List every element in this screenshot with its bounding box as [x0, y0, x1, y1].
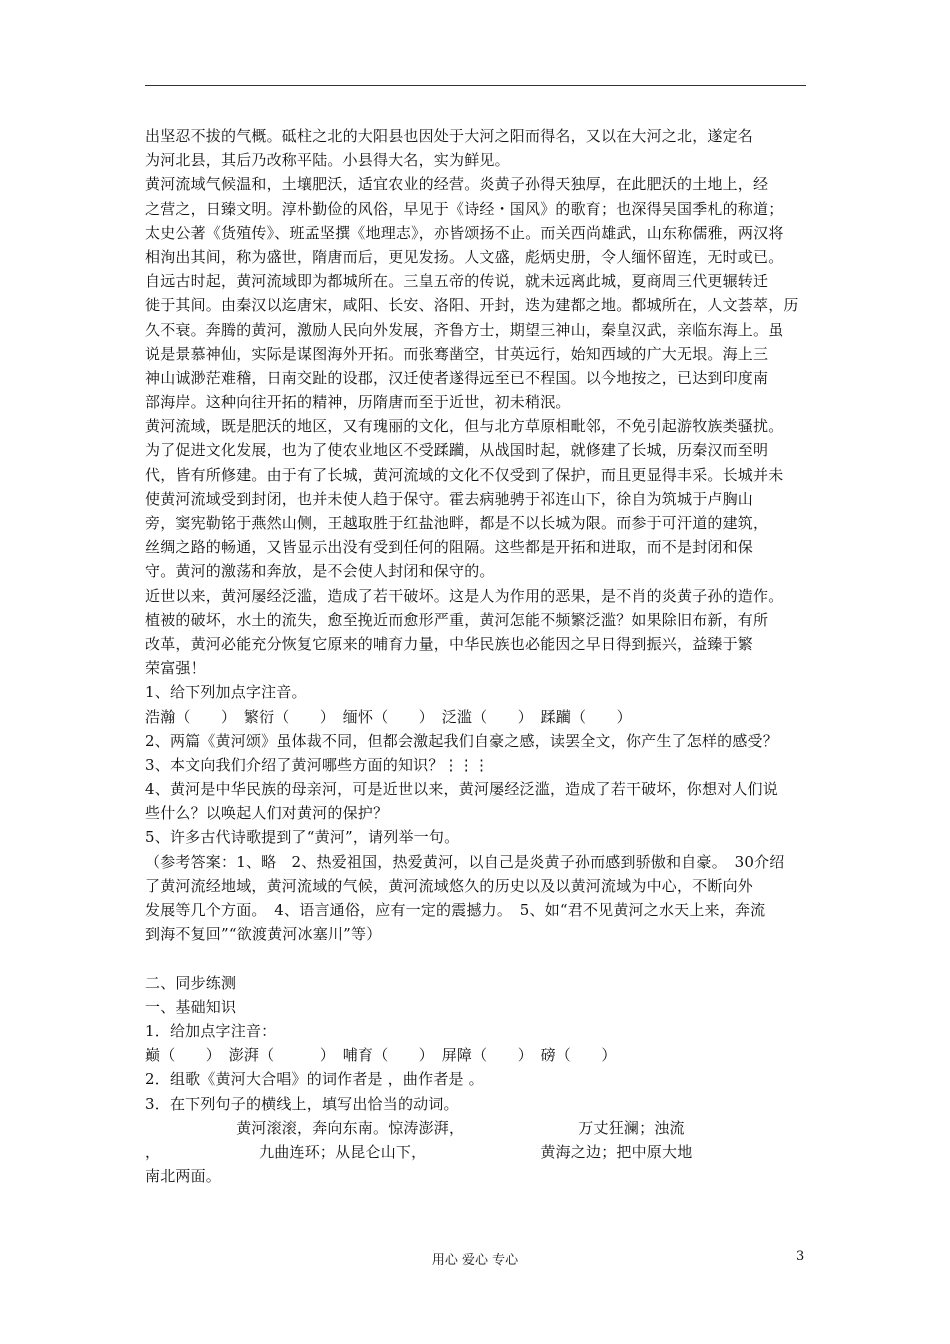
- text-line: 自远古时起，黄河流域即为都城所在。三皇五帝的传说，就未远离此城，夏商周三代更辗转迁: [145, 272, 769, 291]
- text-line: 改革，黄河必能充分恢复它原来的哺育力量，中华民族也必能因之早日得到振兴，益臻于繁: [145, 634, 754, 653]
- footer-text: 用心 爱心 专心: [431, 1253, 519, 1268]
- text-line: 说是景慕神仙，实际是谋图海外开拓。而张骞凿空，甘英远行，始知西域的广大无垠。海上三: [145, 344, 769, 363]
- text-line: 近世以来，黄河屡经泛滥，造成了若干破坏。这是人为作用的恶果，是不肖的炎黄子孙的造作。: [145, 586, 784, 605]
- text-line: 南北两面。: [145, 1167, 222, 1186]
- text-line: 3、本文向我们介绍了黄河哪些方面的知识？⋮⋮⋮: [145, 755, 490, 774]
- text-line: 出坚忍不拔的气概。砥柱之北的大阳县也因处于大河之阳而得名，又以在大河之北，遂定名: [145, 127, 754, 145]
- text-line: 部海岸。这种向往开拓的精神，历隋唐而至于近世，初未稍泯。: [145, 393, 571, 412]
- text-line: 徙于其间。由秦汉以迄唐宋，咸阳、长安、洛阳、开封，迭为建都之地。都城所在，人文荟萃，历: [145, 296, 799, 315]
- text-line: ， 九曲连环；从昆仑山下， 黄海之边；把中原大地: [145, 1142, 693, 1161]
- text-line: 丝绸之路的畅通，又皆显示出没有受到任何的阻隔。这些都是开拓和进取，而不是封闭和保: [145, 538, 754, 557]
- text-line: 旁，窦宪勒铭于燕然山侧，王越取胜于红盐池畔，都是不以长城为限。而参于可汗道的建筑，: [145, 514, 769, 532]
- text-line: 久不衰。奔腾的黄河，激励人民向外发展，齐鲁方士，期望三神山，秦皇汉武，亲临东海上。虽: [145, 320, 784, 339]
- text-line: 二、同步练测: [145, 973, 237, 992]
- text-line: 5、许多古代诗歌提到了“黄河”，请列举一句。: [145, 828, 460, 847]
- text-line: 1、给下列加点字注音。: [145, 683, 307, 702]
- text-line: 黄河流域气候温和，土壤肥沃，适宜农业的经营。炎黄子孙得天独厚，在此肥沃的土地上，经: [145, 175, 769, 194]
- text-line: 之营之，日臻文明。淳朴勤俭的风俗，早见于《诗经・国风》的歌育；也深得吴国季札的称道；: [145, 199, 784, 218]
- header-rule: [145, 85, 806, 86]
- text-line: 太史公著《货殖传》、班孟坚撰《地理志》，亦皆颂扬不止。而关西尚雄武，山东称儒雅，两汉将: [145, 223, 784, 242]
- text-line: 1．给加点字注音：: [145, 1021, 277, 1040]
- text-line: 发展等几个方面。 4、语言通俗，应有一定的震撼力。 5、如“君不见黄河之水天上来，奔流: [145, 901, 766, 919]
- text-line: 神山诚渺茫难稽，日南交趾的设郡，汉迁使者遂得远至已不程国。以今地按之，已达到印度南: [145, 368, 769, 387]
- text-line: 黄河流域，既是肥沃的地区，又有瑰丽的文化，但与北方草原相毗邻，不免引起游牧族类骚扰。: [145, 417, 784, 436]
- text-line: 2．组歌《黄河大合唱》的词作者是 ，曲作者是 。: [145, 1070, 484, 1089]
- text-line: 黄河滚滚，奔向东南。惊涛澎湃， 万丈狂澜；浊流: [145, 1118, 685, 1137]
- text-line: 一、基础知识: [145, 997, 237, 1016]
- text-line: 为河北县，其后乃改称平陆。小县得大名，实为鲜见。: [145, 151, 510, 170]
- text-line: 相洵出其间，称为盛世，隋唐而后，更见发扬。人文盛，彪炳史册，令人缅怀留连，无时或已。: [145, 247, 784, 266]
- text-line: 浩瀚（ ） 繁衍（ ） 缅怀（ ） 泛滥（ ） 蹂躏（ ）: [145, 707, 632, 726]
- text-line: （参考答案：1、略 2、热爱祖国，热爱黄河，以自己是炎黄子孙而感到骄傲和自豪。 30介绍: [145, 852, 785, 871]
- text-line: 为了促进文化发展，也为了使农业地区不受蹂躏，从战国时起，就修建了长城，历秦汉而至明: [145, 441, 769, 460]
- text-line: 植被的破坏，水土的流失，愈至挽近而愈形严重，黄河怎能不频繁泛滥？如果除旧布新，有所: [145, 610, 769, 629]
- text-line: 了黄河流经地域，黄河流域的气候，黄河流域悠久的历史以及以黄河流域为中心，不断向外: [145, 876, 754, 895]
- text-line: 荣富强！: [145, 659, 206, 678]
- text-line: [145, 946, 815, 970]
- page-number: 3: [796, 1249, 805, 1264]
- text-line: 3．在下列句子的横线上，填写出恰当的动词。: [145, 1094, 459, 1113]
- text-line: 巅（ ） 澎湃（ ） 哺育（ ） 屏障（ ） 磅（ ）: [145, 1046, 617, 1065]
- text-line: 使黄河流域受到封闭，也并未使人趋于保守。霍去病驰骋于祁连山下，徐自为筑城于卢胸山: [145, 489, 754, 508]
- text-line: 代，皆有所修建。由于有了长城，黄河流域的文化不仅受到了保护，而且更显得丰采。长城并未: [145, 465, 784, 484]
- text-line: 些什么？以唤起人们对黄河的保护？: [145, 804, 389, 823]
- body-text: [145, 124, 815, 1188]
- text-line: 到海不复回”“欲渡黄河冰塞川”等）: [145, 925, 382, 944]
- text-line: 守。黄河的激荡和奔放，是不会使人封闭和保守的。: [145, 562, 495, 581]
- text-line: 4、黄河是中华民族的母亲河，可是近世以来，黄河屡经泛滥，造成了若干破坏，你想对人们说: [145, 780, 778, 799]
- text-line: 2、两篇《黄河颂》虽体裁不同，但都会激起我们自豪之感，读罢全文，你产生了怎样的感受？: [145, 731, 778, 750]
